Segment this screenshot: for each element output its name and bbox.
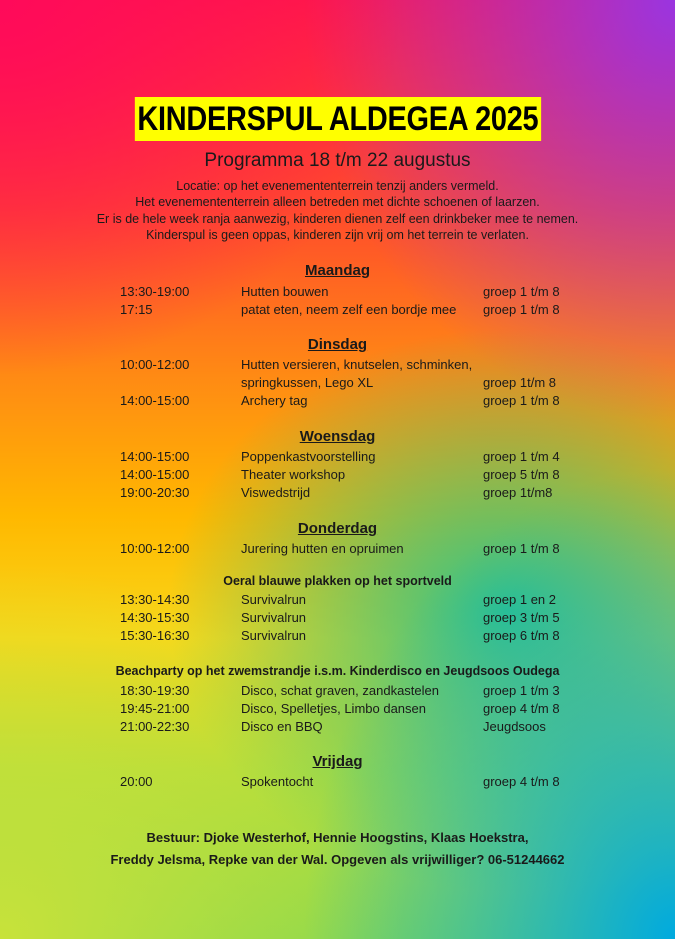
info-line: Er is de hele week ranja aanwezig, kinderen dienen zelf een drinkbeker mee te nemen. (96, 211, 579, 226)
row-activity: Poppenkastvoorstelling (241, 449, 376, 464)
row-group: groep 4 t/m 8 (483, 701, 560, 716)
row-time: 10:00-12:00 (120, 357, 190, 372)
row-time: 14:00-15:00 (120, 467, 190, 482)
row-activity: patat eten, neem zelf een bordje mee (241, 302, 457, 317)
row-group: groep 1t/m8 (483, 485, 553, 500)
row-activity: Survivalrun (241, 610, 307, 625)
schedule-row (0, 357, 675, 375)
row-group: groep 1 t/m 8 (483, 541, 560, 556)
row-activity: Viswedstrijd (241, 485, 311, 500)
row-group: groep 5 t/m 8 (483, 467, 560, 482)
schedule-row (0, 485, 675, 503)
row-time: 10:00-12:00 (120, 541, 190, 556)
day-heading-maandag: Maandag (304, 262, 370, 279)
schedule-row (0, 592, 675, 610)
row-activity: Hutten versieren, knutselen, schminken, (241, 357, 473, 372)
schedule-row (0, 393, 675, 411)
row-time: 14:00-15:00 (120, 449, 190, 464)
row-group: groep 3 t/m 5 (483, 610, 560, 625)
row-time: 14:00-15:00 (120, 393, 190, 408)
schedule-row (0, 701, 675, 719)
footer-line: Freddy Jelsma, Repke van der Wal. Opgeven als vrijwilliger? 06-51244662 (110, 852, 565, 867)
schedule-row (0, 774, 675, 792)
row-group: groep 4 t/m 8 (483, 774, 560, 789)
row-group: groep 1 t/m 3 (483, 683, 560, 698)
row-activity: Survivalrun (241, 628, 307, 643)
row-group: groep 1 t/m 8 (483, 393, 560, 408)
schedule-row (0, 467, 675, 485)
info-line: Kinderspul is geen oppas, kinderen zijn vrij om het terrein te verlaten. (146, 227, 529, 242)
day-heading-dinsdag: Dinsdag (307, 336, 368, 353)
row-activity: Theater workshop (241, 467, 346, 482)
info-line: Locatie: op het evenemententerrein tenzij anders vermeld. (176, 179, 499, 193)
day-heading-vrijdag: Vrijdag (312, 753, 363, 770)
schedule-row (0, 610, 675, 628)
footer-board (0, 827, 675, 871)
day-heading-donderdag: Donderdag (297, 520, 378, 537)
schedule-row (0, 449, 675, 467)
row-group: Jeugdsoos (483, 719, 546, 734)
program-subtitle: Programma 18 t/m 22 augustus (204, 150, 471, 171)
title-banner (0, 97, 675, 141)
row-time: 19:45-21:00 (120, 701, 190, 716)
schedule-row (0, 628, 675, 646)
row-group: groep 1 t/m 4 (483, 449, 560, 464)
row-activity: Hutten bouwen (241, 284, 329, 299)
row-time: 19:00-20:30 (120, 485, 190, 500)
schedule-row (0, 719, 675, 737)
row-group: groep 1 en 2 (483, 592, 557, 607)
row-activity: Archery tag (241, 393, 308, 408)
row-activity: springkussen, Lego XL (241, 375, 374, 390)
row-time: 13:30-14:30 (120, 592, 190, 607)
subheading-sportveld: Oeral blauwe plakken op het sportveld (223, 574, 452, 588)
schedule-row (0, 375, 675, 393)
row-time: 17:15 (120, 302, 153, 317)
footer-line: Bestuur: Djoke Westerhof, Hennie Hoogstins, Klaas Hoekstra, (146, 830, 529, 845)
row-time: 15:30-16:30 (120, 628, 190, 643)
schedule-row (0, 302, 675, 320)
row-group: groep 6 t/m 8 (483, 628, 560, 643)
row-time: 20:00 (120, 774, 153, 789)
row-time: 13:30-19:00 (120, 284, 190, 299)
row-activity: Spokentocht (241, 774, 314, 789)
schedule-row (0, 683, 675, 701)
row-group: groep 1 t/m 8 (483, 302, 560, 317)
schedule-row (0, 284, 675, 302)
subheading-beachparty: Beachparty op het zwemstrandje i.s.m. Kinderdisco en Jeugdsoos Oudega (115, 664, 560, 678)
schedule-row (0, 541, 675, 559)
info-line: Het evenemententerrein alleen betreden met dichte schoenen of laarzen. (135, 195, 540, 210)
row-group: groep 1 t/m 8 (483, 284, 560, 299)
row-time: 21:00-22:30 (120, 719, 190, 734)
info-block (0, 178, 675, 243)
page-title: KINDERSPUL ALDEGEA 2025 (134, 97, 540, 141)
row-time: 14:30-15:30 (120, 610, 190, 625)
row-activity: Jurering hutten en opruimen (241, 541, 404, 556)
row-group: groep 1t/m 8 (483, 375, 556, 390)
row-activity: Disco en BBQ (241, 719, 323, 734)
row-time: 18:30-19:30 (120, 683, 190, 698)
day-heading-woensdag: Woensdag (299, 428, 376, 445)
row-activity: Disco, Spelletjes, Limbo dansen (241, 701, 426, 716)
row-activity: Survivalrun (241, 592, 307, 607)
row-activity: Disco, schat graven, zandkastelen (241, 683, 439, 698)
